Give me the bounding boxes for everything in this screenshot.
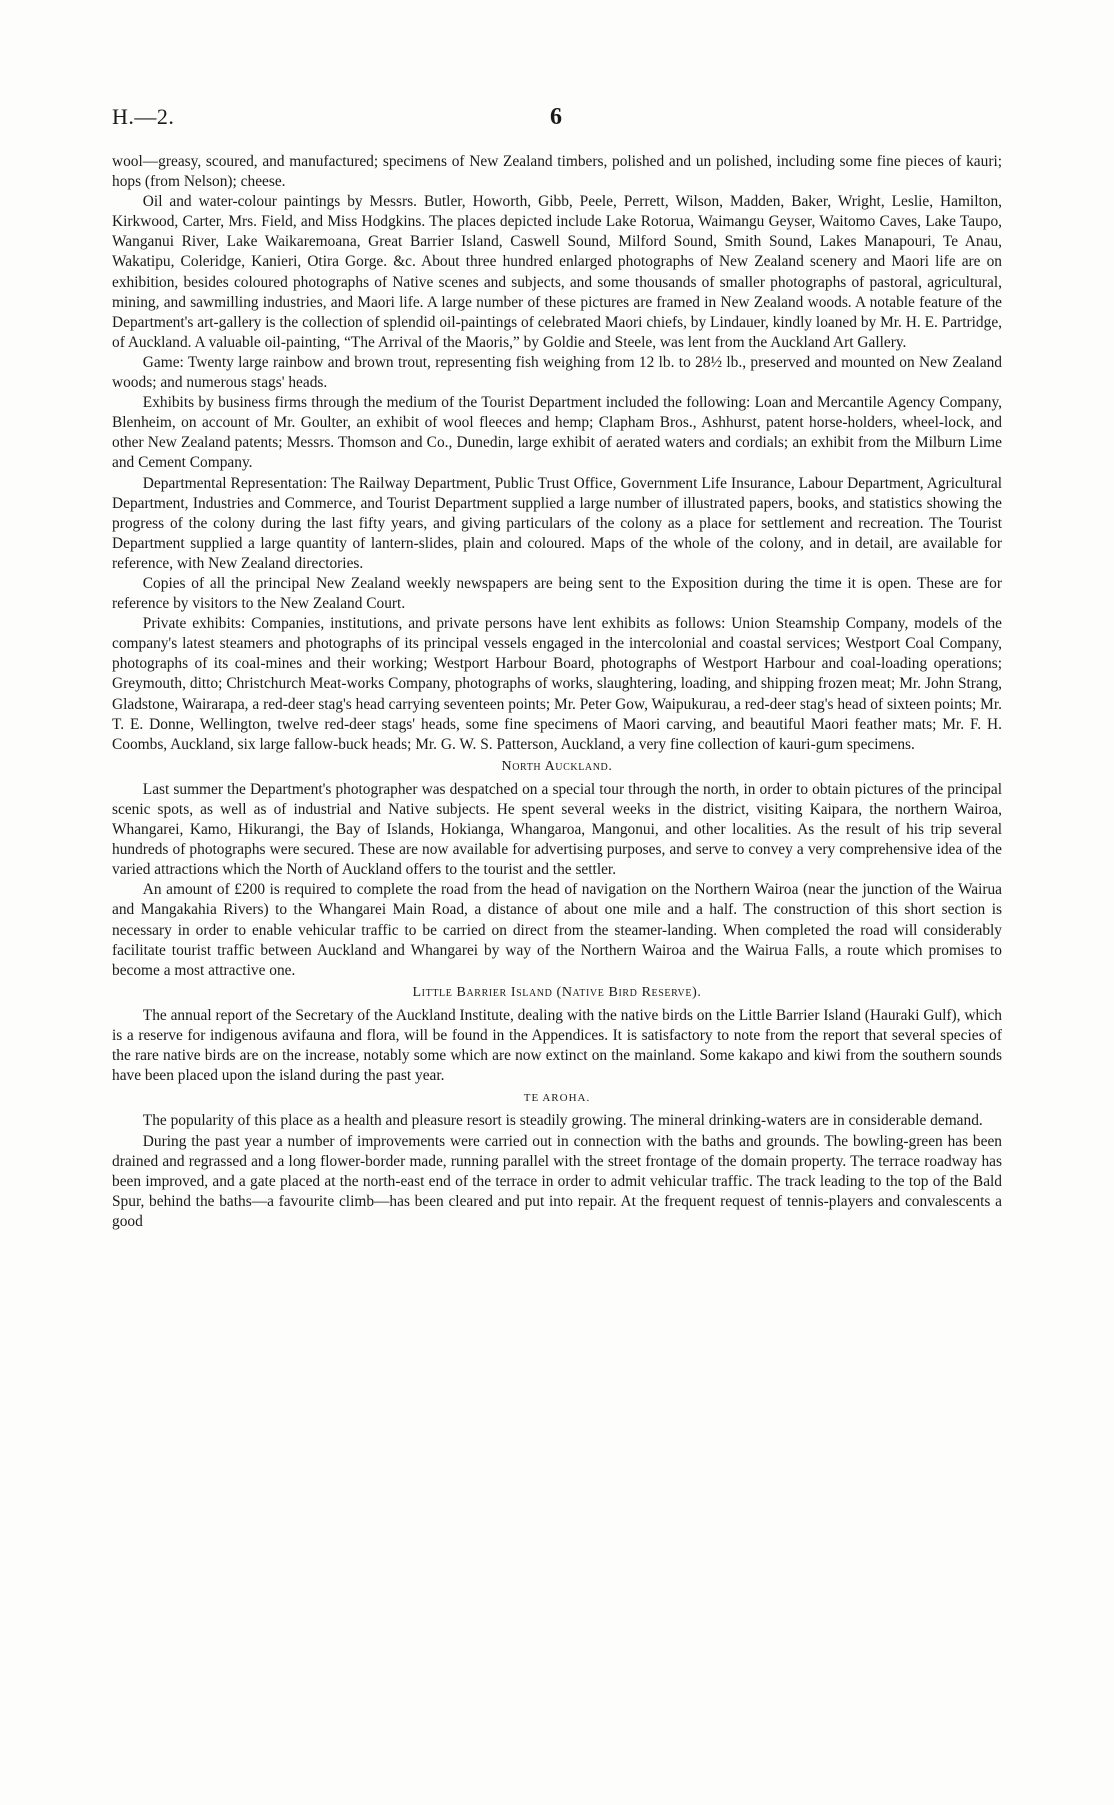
paragraph-departmental-representation: Departmental Representation: The Railway Department, Public Trust Office, Government Life Insurance, Labour Department, Agricultural Department, Industries and Commerce, and Tourist Department supplied a large number of illustrated papers, books, and statistics showing the progress of the colony during the last fifty years, and giving particulars of the colony as a place for settlement and recreation. The Tourist Department supplied a large quantity of lantern-slides, plain and coloured. Maps of the whole of the colony, and in detail, are available for reference, with New Zealand directories. [112,474,1002,572]
body-text [112,152,1002,1232]
paragraph-bird-report: The annual report of the Secretary of the Auckland Institute, dealing with the native birds on the Little Barrier Island (Hauraki Gulf), which is a reserve for indigenous avifauna and flora, will be found in the Appendices. It is satisfactory to note from the report that several species of the rare native birds are on the increase, notably some which are now extinct on the mainland. Some kakapo and kiwi from the southern sounds have been placed upon the island during the past year. [112,1006,1002,1085]
section-heading-te-aroha: TE AROHA. [523,1092,591,1105]
paragraph-business-exhibits: Exhibits by business firms through the medium of the Tourist Department included the following: Loan and Mercantile Agency Company, Blenheim, on account of Mr. Goulter, an exhibit of wool fleeces and hemp; Clapham Bros., Ashhurst, patent horse-holders, wheel-lock, and other New Zealand patents; Messrs. Thomson and Co., Dunedin, large exhibit of aerated waters and cordials; an exhibit from the Milburn Lime and Cement Company. [112,394,1002,472]
document-id: H.—2. [112,104,175,129]
page-header [112,104,1002,136]
paragraph-photographer-tour: Last summer the Department's photographer was despatched on a special tour through the north, in order to obtain pictures of the principal scenic spots, as well as of industrial and Native subjects. He spent several weeks in the district, visiting Kaipara, the northern Wairoa, Whangarei, Kamo, Hikurangi, the Bay of Islands, Hokianga, Whangaroa, Mangonui, and other localities. As the result of his trip several hundreds of photographs were secured. These are now available for advertising purposes, and serve to convey a very comprehensive idea of the varied attractions which the North of Auckland offers to the tourist and the settler. [112,780,1002,879]
page-number: 6 [550,104,562,130]
paragraph-game: Game: Twenty large rainbow and brown trout, representing fish weighing from 12 lb. to 28½ lb., preserved and mounted on New Zealand woods; and numerous stags' heads. [112,353,1002,392]
paragraph-te-aroha-popularity: The popularity of this place as a health and pleasure resort is steadily growing. The mineral drinking-waters are in considerable demand. [142,1112,983,1130]
paragraph-te-aroha-improvements: During the past year a number of improvements were carried out in connection with the baths and grounds. The bowling-green has been drained and regrassed and a long flower-border made, running parallel with the street frontage of the domain property. The terrace roadway has been improved, and a gate placed at the north-east end of the terrace in order to admit vehicular traffic. The track leading to the top of the Bald Spur, behind the baths—a favourite climb—has been cleared and put into repair. At the frequent request of tennis-players and convalescents a good [112,1132,1002,1230]
paragraph-newspapers: Copies of all the principal New Zealand weekly newspapers are being sent to the Exposition during the time it is open. These are for reference by visitors to the New Zealand Court. [112,574,1002,613]
paragraph-private-exhibits: Private exhibits: Companies, institutions, and private persons have lent exhibits as follows: Union Steamship Company, models of the company's latest steamers and photographs of its principal vessels engaged in the intercolonial and coastal services; Westport Coal Company, photographs of its coal-mines and their working; Westport Harbour Board, photographs of Westport Harbour and coal-loading operations; Greymouth, ditto; Christchurch Meat-works Company, photographs of works, slaughtering, loading, and shipping frozen meat; Mr. John Strang, Gladstone, Wairarapa, a red-deer stag's head carrying seventeen points; Mr. Peter Gow, Waipukurau, a red-deer stag's head of sixteen points; Mr. T. E. Donne, Wellington, twelve red-deer stags' heads, some fine specimens of Maori carving, and beautiful Maori feather mats; Mr. F. H. Coombs, Auckland, six large fallow-buck heads; Mr. G. W. S. Patterson, Auckland, a very fine collection of kauri-gum specimens. [112,615,1002,753]
paragraph-wool-continuation: wool—greasy, scoured, and manufactured; specimens of New Zealand timbers, polished and un polished, including some fine pieces of kauri; hops (from Nelson); cheese. [112,153,1002,191]
section-heading-little-barrier-island: Little Barrier Island (Native Bird Reserve). [412,984,702,1000]
paragraph-paintings: Oil and water-colour paintings by Messrs. Butler, Howorth, Gibb, Peele, Perrett, Wilson, Madden, Baker, Wright, Leslie, Hamilton, Kirkwood, Carter, Mrs. Field, and Miss Hodgkins. The places depicted include Lake Rotorua, Waimangu Geyser, Waitomo Caves, Lake Taupo, Wanganui River, Lake Waikaremoana, Great Barrier Island, Caswell Sound, Milford Sound, Smith Sound, Lakes Manapouri, Te Anau, Wakatipu, Coleridge, Kanieri, Otira Gorge. &c. About three hundred enlarged photographs of New Zealand scenery and Maori life are on exhibition, besides coloured photographs of Native scenes and subjects, and some thousands of smaller photographs of pastoral, agricultural, mining, and sawmilling industries, and Maori life. A large number of these pictures are framed in New Zealand woods. A notable feature of the Department's art-gallery is the collection of splendid oil-paintings of celebrated Maori chiefs, by Lindauer, kindly loaned by Mr. H. E. Partridge, of Auckland. A valuable oil-painting, “The Arrival of the Maoris,” by Goldie and Steele, was lent from the Auckland Art Gallery. [112,193,1002,351]
section-heading-north-auckland: North Auckland. [501,758,613,774]
paragraph-road-funding: An amount of £200 is required to complete the road from the head of navigation on the Northern Wairoa (near the junction of the Wairua and Mangakahia Rivers) to the Whangarei Main Road, a distance of about one mile and a half. The construction of this short section is necessary in order to enable vehicular traffic to be carried on direct from the steamer-landing. When completed the road will considerably facilitate tourist traffic between Auckland and Whangarei by way of the Northern Wairoa and the Wairua Falls, a route which promises to become a most attractive one. [112,881,1002,979]
